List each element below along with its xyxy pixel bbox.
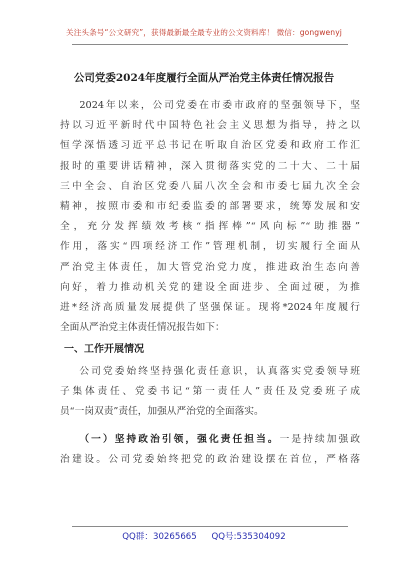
header-divider bbox=[72, 44, 348, 45]
intro-line: 2024年以来，公司党委在市委市政府的坚强领导下，坚 bbox=[79, 100, 360, 111]
intro-line: 进*经济高质量发展提供了坚强保证。现将*2024年度履行 bbox=[60, 302, 360, 314]
intro-line: 三中全会、自治区党委八届八次全会和市委七届九次全会 bbox=[60, 180, 360, 192]
page-header bbox=[0, 20, 408, 39]
intro-line: 报时的重要讲话精神，深入贯彻落实党的二十大、二十届 bbox=[60, 160, 360, 172]
page-footer bbox=[0, 530, 408, 542]
intro-line: 向好，着力推动机关党的建设全面进步、全面过硬，为推 bbox=[60, 281, 360, 293]
subsection-line bbox=[60, 430, 360, 450]
section-heading: 一、工作开展情况 bbox=[64, 344, 144, 355]
section-line: 员“一岗双责”责任，加强从严治党的全面落实。 bbox=[60, 406, 264, 418]
footer-divider bbox=[72, 526, 348, 527]
subsection-heading: （一）坚持政治引领，强化责任担当。 bbox=[79, 434, 280, 445]
subsection-line: 治建设。公司党委始终把党的政治建设摆在首位，严格落 bbox=[60, 454, 360, 466]
section-line: 子集体责任、党委书记“第一责任人”责任及党委班子成 bbox=[60, 386, 360, 398]
footer-qq-group: QQ群：30265665 bbox=[122, 532, 197, 542]
subsection-text: 一是持续加强政 bbox=[279, 434, 360, 445]
intro-line: 全面从严治党主体责任情况报告如下： bbox=[60, 322, 225, 334]
section-paragraph bbox=[60, 362, 360, 423]
header-promo-text: 关注头条号“公文研究”，获得最新最全最专业的公文资料库！ 微信：gongwenyj bbox=[66, 28, 342, 37]
intro-line: 严治党主体责任，加大管党治党力度，推进政治生态向善 bbox=[60, 261, 360, 273]
intro-line: 精神，按照市委和市纪委监委的部署要求，统筹发展和安 bbox=[60, 201, 360, 213]
intro-line: 作用，落实“四项经济工作”管理机制，切实履行全面从 bbox=[60, 241, 360, 253]
section-line: 公司党委始终坚持强化责任意识，认真落实党委领导班 bbox=[79, 366, 360, 377]
document-title: 公司党委2024年度履行全面从严治党主体责任情况报告 bbox=[73, 72, 335, 84]
subsection-paragraph bbox=[60, 430, 360, 470]
intro-line: 持以习近平新时代中国特色社会主义思想为指导，持之以 bbox=[60, 120, 360, 132]
footer-qq-number: QQ号:535304092 bbox=[211, 532, 286, 542]
intro-line: 全，充分发挥绩效考核“指挥棒”“风向标”“助推器” bbox=[60, 221, 360, 233]
intro-paragraph bbox=[60, 96, 360, 338]
intro-line: 恒学深悟透习近平总书记在听取自治区党委和政府工作汇 bbox=[60, 140, 360, 152]
